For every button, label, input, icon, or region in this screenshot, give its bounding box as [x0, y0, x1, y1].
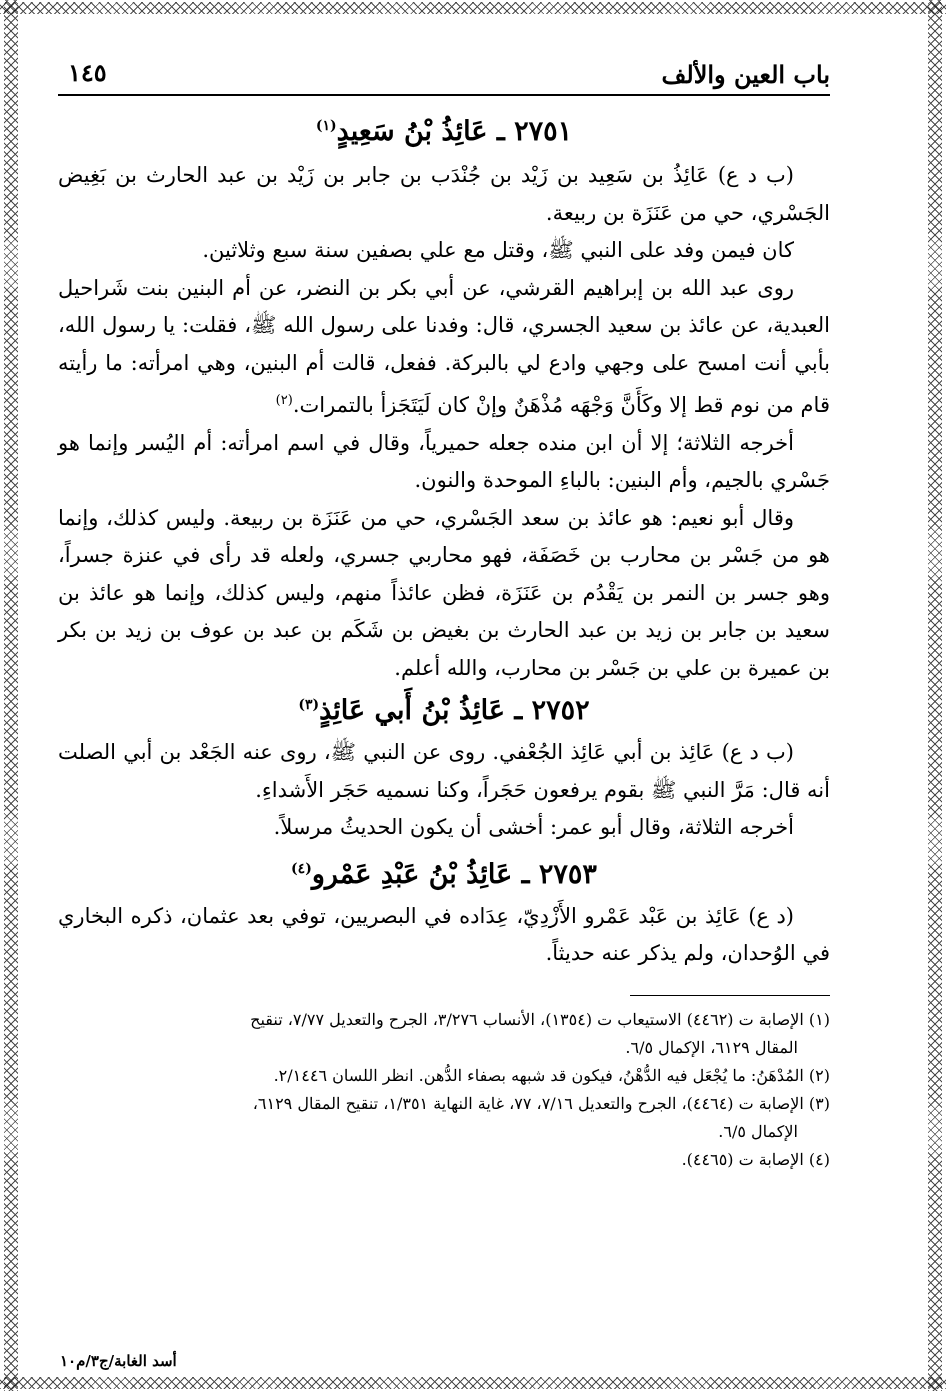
entry-2751-wafd: كان فيمن وفد على النبي ﷺ، وقتل مع علي بصفين سنة سبع وثلاثين.: [202, 238, 794, 262]
chapter-title: باب العين والألف: [661, 60, 830, 89]
footnote-ref: (٤): [291, 860, 312, 877]
footnote-1: (١) الإصابة ت (٤٤٦٢) الاستيعاب ت (١٣٥٤)، الأنساب ٣/٢٧٦، الجرح والتعديل ٧/٧٧، تنقيح المقال ٦١٢٩، الإكمال ٦/٥.: [250, 1009, 830, 1057]
entry-2751-riwaya: روى عبد الله بن إبراهيم القرشي، عن أبي بكر بن النضر، عن أم البنين بنت شَراحيل العبدية، عن عائذ بن سعيد الجسري، قال: وفدنا على رسول الله ﷺ، فقلت: يا رسول الله، بأبي أنت امسح على وجهي وادع لي بالبركة. ففعل، قالت أم البنين، وهي امرأته: ما رأيته قام من نوم قط إلا وكَأَنَّ وَجْهَه مُذْهَنٌ وإنْ كان لَيَتَجَزأ بالتمرات.$^{(٢)}$: [58, 275, 830, 417]
entry-heading-2751: ٢٧٥١ ـ عَائِذُ بْنُ سَعِيدٍ$^{(١)}$: [315, 116, 573, 147]
ornamental-border-left: [4, 0, 18, 1391]
entry-2751-intro: (ب د ع) عَائِذُ بن سَعِيد بن زَيْد بن جُنْدَب بن جابر بن زَيْد بن عبد الحارث بن بَغِيض الجَسْري، حي من عَنَزَة بن ربيعة.: [58, 163, 830, 225]
entry-2751-abu-nuaym: وقال أبو نعيم: هو عائذ بن سعد الجَسْري، حي من عَنَزَة بن ربيعة. وليس كذلك، وإنما هو من جَسْر بن محارب بن خَصَفَة، فهو محاربي جسري، ولعله قد رأى في عنزة جسراً، وهو جسر بن النمر بن يَقْدُم بن عَنَزَة، فظن عائذاً منهم، وليس كذلك، وإنما هو عائذ بن سعيد بن جابر بن زيد بن عبد الحارث بن بغيض بن شَكَم بن عبد بن عوف بن زيد بن بكر بن عميرة بن علي بن جَسْر بن محارب، والله أعلم.: [58, 505, 830, 680]
footnote-ref: (٣): [298, 697, 320, 713]
signature-footer: أسد الغابة/ج٣/م١٠: [60, 1352, 177, 1370]
ornamental-border-bottom: [0, 1377, 946, 1389]
ornamental-border-right: [928, 0, 942, 1391]
footnote-ref: (١): [315, 118, 337, 134]
running-header: [58, 50, 830, 96]
entry-2752-takhrij: أخرجه الثلاثة، وقال أبو عمر: أخشى أن يكون الحديثُ مرسلاً.: [273, 815, 794, 839]
entry-heading-2752: ٢٧٥٢ ـ عَائِذُ بْنُ أَبي عَائِذٍ$^{(٣)}$: [298, 695, 590, 726]
footnote-3: (٣) الإصابة ت (٤٤٦٤)، الجرح والتعديل ٧/١٦، ٧٧، غاية النهاية ١/٣٥١، تنقيح المقال ٦١٢٩، الإكمال ٦/٥.: [252, 1093, 830, 1141]
page-content: [58, 50, 830, 1174]
page-number: ١٤٥: [68, 58, 107, 87]
footnote-2: (٢) المُدْهَنُ: ما يُجْعَل فيه الدُّهْنُ، فيكون قد شبهه بصفاء الدُّهن. انظر اللسان ٢/١٤٤٦.: [273, 1065, 830, 1085]
ornamental-border-top: [0, 2, 946, 14]
entry-heading-2753: ٢٧٥٣ ـ عَائِذُ بْنُ عَبْدِ عَمْرو$^{(٤)}$: [291, 858, 597, 890]
footnote-4: (٤) الإصابة ت (٤٤٦٥).: [681, 1149, 830, 1169]
entry-2751-takhrij: أخرجه الثلاثة؛ إلا أن ابن منده جعله حميرياً، وقال في اسم امرأته: أم اليُسر وإنما هو جَسْري بالجيم، وأم البنين: بالباءِ الموحدة والنون.: [58, 430, 830, 492]
entry-2753-intro: (د ع) عَائِذ بن عَبْد عَمْرو الأَزْدِيّ، عِدَاده في البصريين، توفي بعد عثمان، ذكره البخاري في الوُحدان، ولم يذكر عنه حديثاً.: [58, 903, 830, 965]
entry-2752-intro: (ب د ع) عَائِذ بن أبي عَائِذ الجُعْفي. روى عن النبي ﷺ، روى عنه الجَعْد بن أبي الصلت أنه قال: مَرَّ النبي ﷺ بقوم يرفعون حَجَراً، وكنا نسميه حَجَر الأَشداءِ.: [58, 740, 830, 802]
